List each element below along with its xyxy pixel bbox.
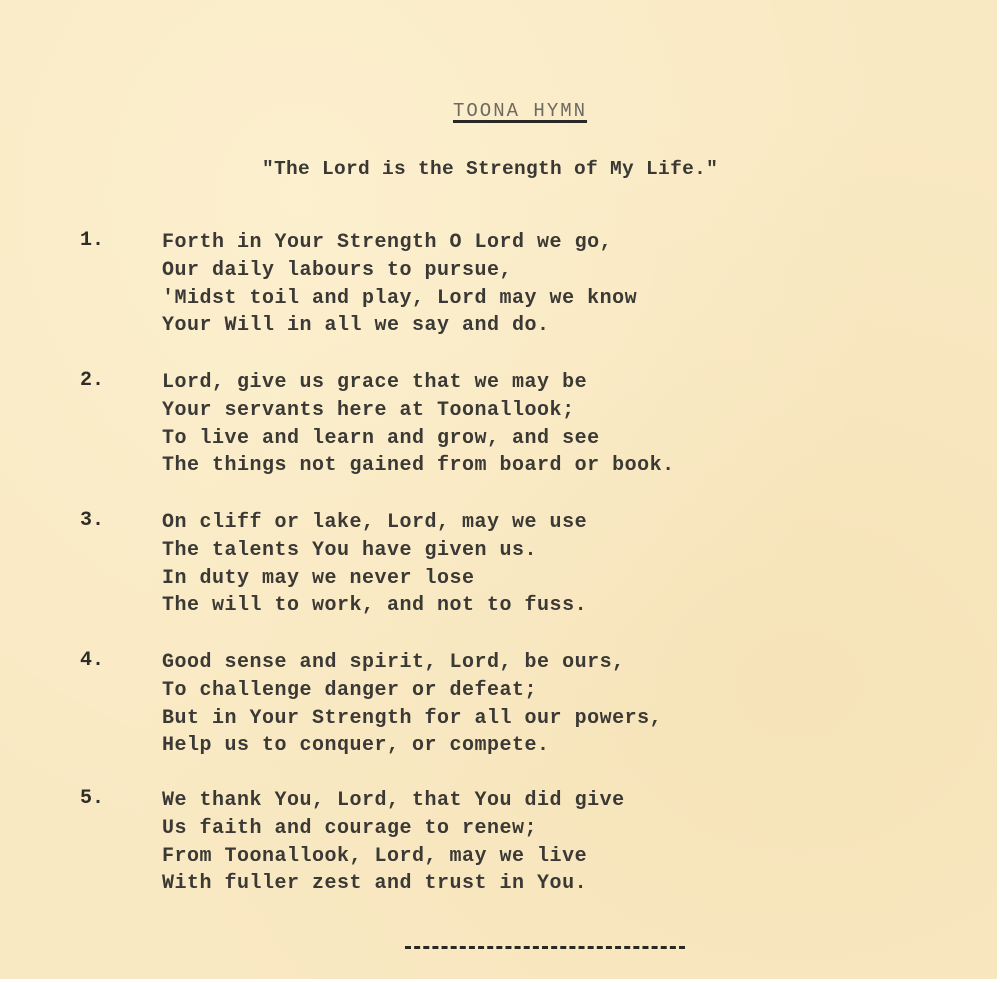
verse-number: 5. [80,787,105,810]
verse-line: To challenge danger or defeat; [162,678,538,702]
verse-line: The talents You have given us. [162,538,538,562]
verse-line: Your servants here at Toonallook; [162,398,575,422]
verse-line: From Toonallook, Lord, may we live [162,844,588,868]
verse-line: The will to work, and not to fuss. [162,594,588,618]
verse-line: Us faith and courage to renew; [162,816,538,840]
verse-line: To live and learn and grow, and see [162,426,600,450]
verse-line: On cliff or lake, Lord, may we use [162,511,588,534]
verse-line: The things not gained from board or book. [162,454,675,478]
verse-line: Lord, give us grace that we may be [162,371,588,394]
verse-line: Our daily labours to pursue, [162,258,513,282]
hymn-title: TOONA HYMN [453,100,588,122]
verse-line: Forth in Your Strength O Lord we go, [162,231,613,254]
verse-line: Help us to conquer, or compete. [162,734,550,758]
closing-dashed-rule [405,946,685,949]
verse-line: Your Will in all we say and do. [162,314,550,338]
verse-line: But in Your Strength for all our powers, [162,706,663,730]
verse-number: 1. [80,229,105,252]
hymn-subtitle: "The Lord is the Strength of My Life." [262,158,719,180]
verse-number: 3. [80,509,105,532]
verse-line: Good sense and spirit, Lord, be ours, [162,651,625,674]
verse-line: We thank You, Lord, that You did give [162,789,625,812]
verse-number: 2. [80,369,105,392]
verse-line: 'Midst toil and play, Lord may we know [162,286,638,310]
verse-line: In duty may we never lose [162,566,475,590]
verse-line: With fuller zest and trust in You. [162,872,588,896]
verse-number: 4. [80,649,105,672]
